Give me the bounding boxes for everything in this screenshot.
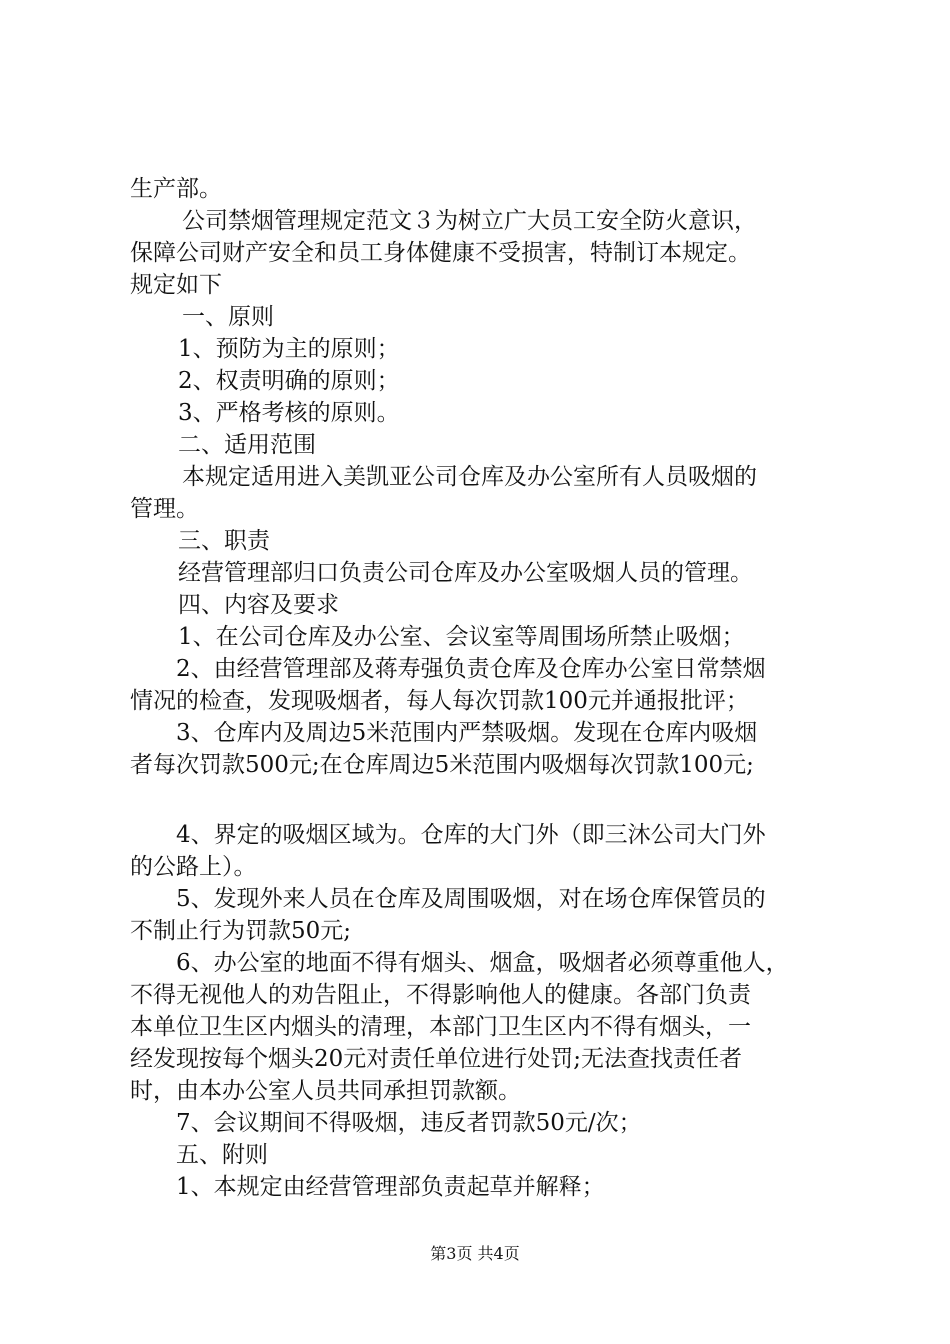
text-line: 6、办公室的地面不得有烟头、烟盒，吸烟者必须尊重他人， bbox=[176, 950, 789, 976]
text-line: 4、界定的吸烟区域为。仓库的大门外（即三沐公司大门外 bbox=[176, 822, 766, 848]
text-line: 管理。 bbox=[130, 496, 199, 522]
text-line: 的公路上）。 bbox=[130, 854, 257, 880]
text-line: 7、会议期间不得吸烟，违反者罚款50元/次； bbox=[176, 1110, 642, 1136]
text-line: 本单位卫生区内烟头的清理，本部门卫生区内不得有烟头，一 bbox=[130, 1014, 751, 1040]
text-line: 者每次罚款500元;在仓库周边5米范围内吸烟每次罚款100元; bbox=[130, 752, 754, 778]
text-line: 2、由经营管理部及蒋寿强负责仓库及仓库办公室日常禁烟 bbox=[176, 656, 766, 682]
text-line: 生产部。 bbox=[130, 176, 222, 202]
text-line: 1、预防为主的原则； bbox=[178, 336, 400, 362]
text-line: 1、本规定由经营管理部负责起草并解释； bbox=[176, 1174, 605, 1200]
document-body bbox=[130, 173, 840, 1203]
text-line: 本规定适用进入美凯亚公司仓库及办公室所有人员吸烟的 bbox=[182, 464, 757, 490]
text-line: 1、在公司仓库及办公室、会议室等周围场所禁止吸烟； bbox=[178, 624, 745, 650]
section-heading: 三、职责 bbox=[178, 528, 270, 554]
text-line: 保障公司财产安全和员工身体健康不受损害，特制订本规定。 bbox=[130, 240, 751, 266]
text-line: 3、仓库内及周边5米范围内严禁吸烟。发现在仓库内吸烟 bbox=[176, 720, 758, 746]
text-line: 经发现按每个烟头20元对责任单位进行处罚;无法查找责任者 bbox=[130, 1046, 743, 1072]
blank-line bbox=[130, 781, 840, 819]
text-line: 经营管理部归口负责公司仓库及办公室吸烟人员的管理。 bbox=[178, 560, 753, 586]
text-line: 3、严格考核的原则。 bbox=[178, 400, 400, 426]
text-line: 不制止行为罚款50元; bbox=[130, 918, 352, 944]
text-line: 规定如下 bbox=[130, 272, 222, 298]
text-line: 5、发现外来人员在仓库及周围吸烟，对在场仓库保管员的 bbox=[176, 886, 766, 912]
section-heading: 四、内容及要求 bbox=[178, 592, 339, 618]
section-heading: 五、附则 bbox=[176, 1142, 268, 1168]
text-line: 不得无视他人的劝告阻止，不得影响他人的健康。各部门负责 bbox=[130, 982, 751, 1008]
text-line: 2、权责明确的原则； bbox=[178, 368, 400, 394]
text-line: 情况的检查，发现吸烟者，每人每次罚款100元并通报批评； bbox=[130, 688, 749, 714]
text-line: 公司禁烟管理规定范文３为树立广大员工安全防火意识， bbox=[182, 208, 757, 234]
text-line: 时，由本办公室人员共同承担罚款额。 bbox=[130, 1078, 521, 1104]
section-heading: 二、适用范围 bbox=[178, 432, 316, 458]
section-heading: 一、原则 bbox=[182, 304, 274, 330]
page-number-footer: 第3页 共4页 bbox=[430, 1244, 520, 1263]
